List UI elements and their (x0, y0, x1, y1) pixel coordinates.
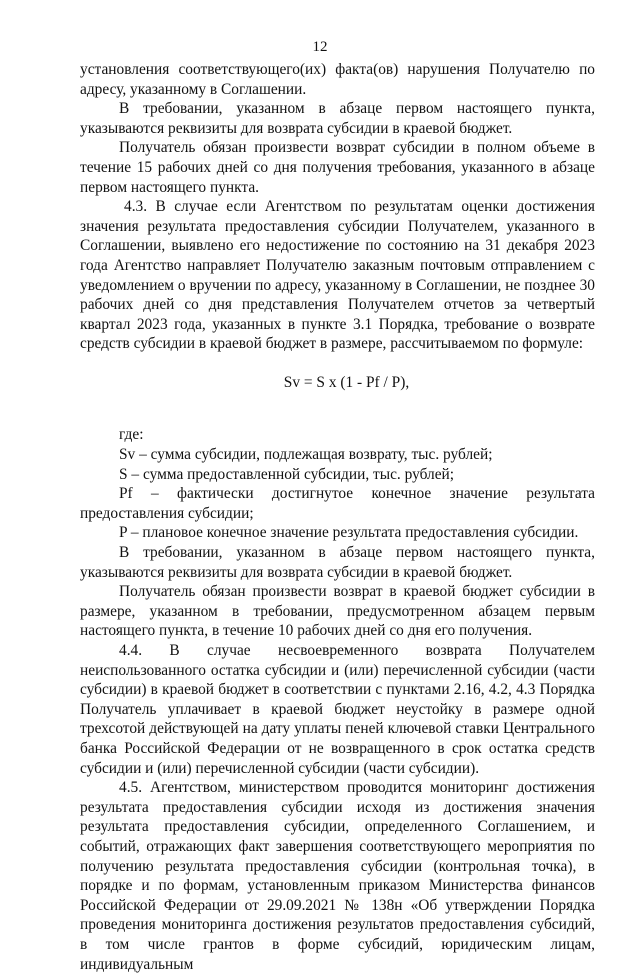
paragraph-continuation: установления соответствующего(их) факта(ов) нарушения Получателю по адресу, указанному в Соглашении. (80, 61, 595, 98)
definition-sv: Sv – сумма субсидии, подлежащая возврату, тыс. рублей; (119, 446, 493, 464)
paragraph-clause-4-3: 4.3. В случае если Агентством по результатам оценки достижения значения результата предоставления субсидии Получателем, указанного в Соглашении, выявлено его недостижение по состоянию на 31 декабря 2023 года Агентство направляет Получателю заказным почтовым отправлением с уведомлением о вручении по адресу, указанному в Соглашении, не позднее 30 рабочих дней со дня представления Получателем отчетов за четвертый квартал 2023 года, указанных в пункте 3.1 Порядка, требование о возврате средств субсидии в краевой бюджет в размере, рассчитываемом по формуле: (80, 198, 595, 353)
definition-s: S – сумма предоставленной субсидии, тыс. рублей; (119, 465, 455, 483)
page-number: 12 (312, 39, 328, 55)
definition-p: P – плановое конечное значение результата предоставления субсидии. (119, 524, 579, 542)
paragraph-full-refund-obligation: Получатель обязан произвести возврат субсидии в полном объеме в течение 15 рабочих дней со дня получения требования, указанного в абзаце первом настоящего пункта. (80, 139, 595, 196)
definition-pf: Pf – фактически достигнутое конечное значение результата предоставления субсидии; (80, 485, 595, 522)
formula-where-label: где: (119, 425, 144, 443)
paragraph-clause-4-5: 4.5. Агентством, министерством проводится мониторинг достижения результата предоставления субсидии исходя из достижения значения результата предоставления субсидии, определенного Соглашением, и событий, отражающих факт завершения соответствующего мероприятия по получению результата предоставления субсидии (контрольная точка), в порядке и по формам, установленным приказом Министерства финансов Российской Федерации от 29.09.2021 № 138н «Об утверждении Порядка проведения мониторинга достижения результатов предоставления субсидий, в том числе грантов в форме субсидий, юридическим лицам, индивидуальным (80, 779, 595, 973)
paragraph-refund-obligation-10-days: Получатель обязан произвести возврат в краевой бюджет субсидии в размере, указанном в требовании, предусмотренном абзацем первым настоящего пункта, в течение 10 рабочих дней со дня его получения. (80, 583, 595, 640)
document-body (80, 60, 595, 974)
paragraph-requisites-note-2: В требовании, указанном в абзаце первом настоящего пункта, указываются реквизиты для возврата субсидии в краевой бюджет. (80, 544, 595, 581)
paragraph-requisites-note: В требовании, указанном в абзаце первом настоящего пункта, указываются реквизиты для возврата субсидии в краевой бюджет. (80, 100, 595, 137)
refund-formula: Sv = S x (1 - Pf / P), (283, 373, 410, 391)
paragraph-clause-4-4: 4.4. В случае несвоевременного возврата Получателем неиспользованного остатка субсидии и (или) перечисленной субсидии (части субсидии) в краевой бюджет в соответствии с пунктами 2.16, 4.2, 4.3 Порядка Получатель уплачивает в краевой бюджет неустойку в размере одной трехсотой действующей на дату уплаты пеней ключевой ставки Центрального банка Российской Федерации от не возвращенного в срок остатка средств субсидии и (или) перечисленной субсидии (части субсидии). (80, 642, 595, 777)
